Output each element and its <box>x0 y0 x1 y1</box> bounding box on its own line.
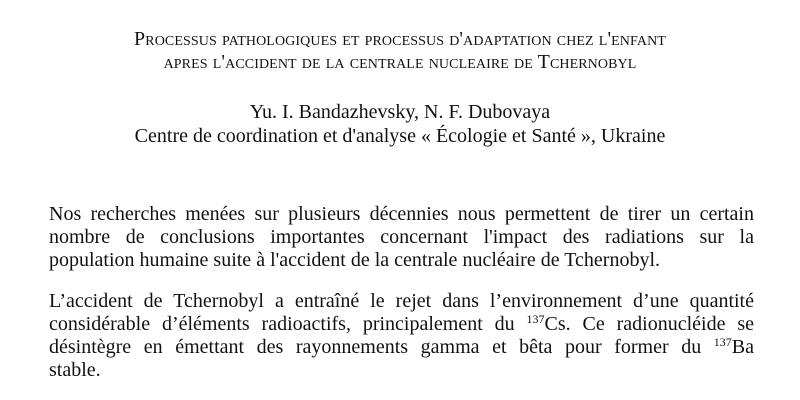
paragraph-2-line-2-text-a: considérable d’éléments radioactifs, principalement du <box>49 313 527 335</box>
paragraph-1-line-1: Nos recherches menées sur plusieurs décennies nous permettent de tirer un certain <box>49 203 754 225</box>
paragraph-1 <box>49 203 754 272</box>
authors: Yu. I. Bandazhevsky, N. F. Dubovaya <box>249 101 551 123</box>
paragraph-2-line-2-text-b: Cs. Ce radionucléide se <box>544 313 754 335</box>
isotope-superscript-cs: 137 <box>526 313 545 326</box>
paragraph-1-line-2: nombre de conclusions importantes concernant l'impact des radiations sur la <box>49 226 754 248</box>
affiliation: Centre de coordination et d'analyse « Écologie et Santé », Ukraine <box>134 125 666 147</box>
paragraph-2-line-1: L’accident de Tchernobyl a entraîné le rejet dans l’environnement d’une quantité <box>49 290 754 312</box>
paragraph-2-line-4: stable. <box>49 359 101 381</box>
paragraph-2-line-3-text-b: Ba <box>731 336 754 358</box>
paragraph-2 <box>49 290 754 382</box>
paper-title-line-2: apres l'accident de la centrale nucleaire de Tchernobyl <box>163 51 637 73</box>
paragraph-2-line-3 <box>49 336 754 359</box>
paper-title-line-1: Processus pathologiques et processus d'adaptation chez l'enfant <box>134 28 666 50</box>
paragraph-1-line-3: population humaine suite à l'accident de la centrale nucléaire de Tchernobyl. <box>49 249 661 271</box>
paragraph-2-line-3-text-a: désintègre en émettant des rayonnements gamma et bêta pour former du <box>49 336 714 358</box>
isotope-superscript-ba: 137 <box>713 336 732 349</box>
paragraph-2-line-2 <box>49 313 754 336</box>
